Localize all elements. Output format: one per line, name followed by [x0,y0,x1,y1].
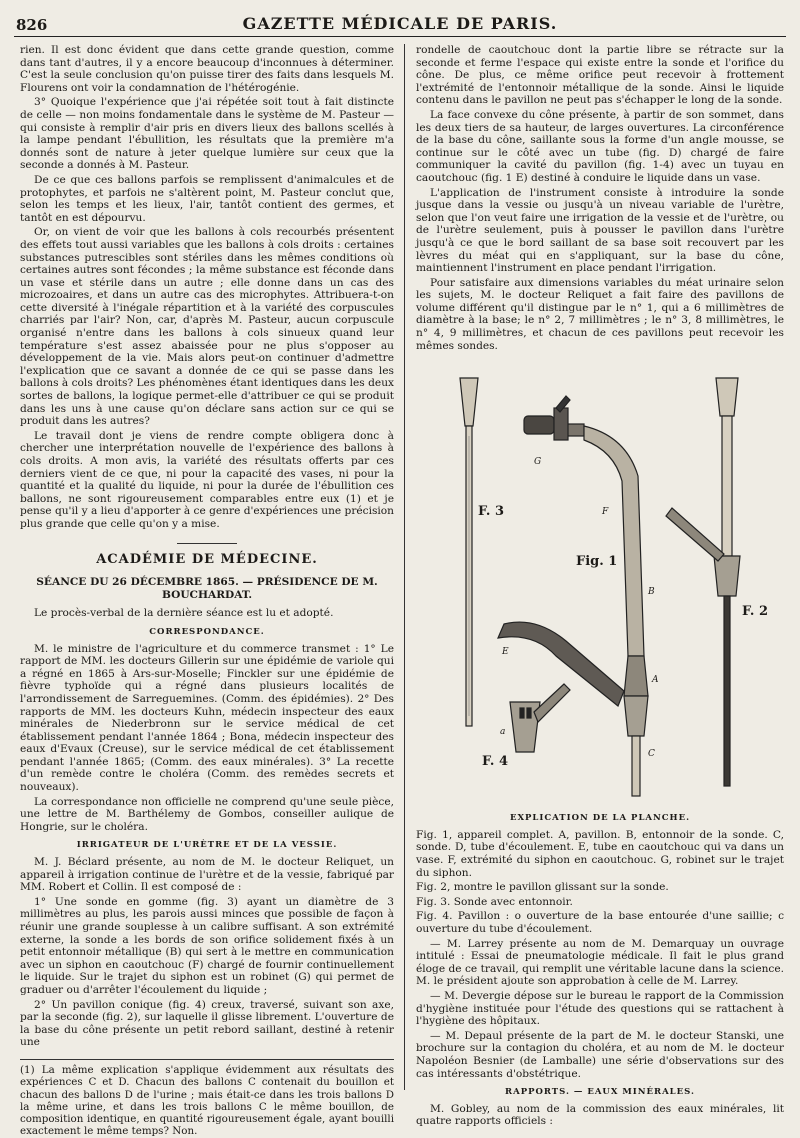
letter-a: A [652,675,659,686]
paragraph: 3° Quoique l'expérience que j'ai répétée soit tout à fait distincte de celle — non moins fondamentale dans le système de M. Pasteur — qui consiste à remplir d'air pris en divers lieux des ballons scellés à la lampe pendant l'ébullition, les résultats que la première m'a donnés sont de nature à jeter quelque lumière sur ceux que la seconde a donnés à M. Pasteur. [20,96,394,172]
paragraph: rondelle de caoutchouc dont la partie libre se rétracte sur la seconde et ferme l'espace qui existe entre la sonde et l'orifice du cône. De plus, ce même orifice peut recevoir à frottement l'extrémité de l'entonnoir métallique de la sonde. Ainsi le liquide contenu dans le pavillon ne peut pas s'échapper le long de la sonde. [416,44,784,107]
paragraph: La correspondance non officielle ne comprend qu'une seule pièce, une lettre de M. Barthélemy de Gombos, conseiller aulique de Hongrie, sur le choléra. [20,795,394,833]
letter-e: E [502,647,509,658]
figure-4-pavilion [510,684,570,752]
page-number: 826 [16,16,48,34]
figure-2-pavilion-on-catheter [666,378,740,786]
paragraph: rien. Il est donc évident que dans cette grande question, comme dans tant d'autres, il y a encore beaucoup d'inconnues à déterminer. C'est la seule conclusion qu'on puisse tirer des faits dans lesquels M. Flourens ont voir la condamnation de l'hétérogénie. [20,44,394,94]
paragraph: De ce que ces ballons parfois se remplissent d'animalcules et de protophytes, et parfois ne s'altèrent point, M. Pasteur conclut que, selon les temps et les lieux, l'air, tantôt contient des germes, et tantôt en est dépourvu. [20,173,394,224]
left-column [20,44,394,1138]
page-header [14,14,786,37]
paragraph: Or, on vient de voir que les ballons à cols recourbés présentent des effets tout aussi variables que les ballons à cols droits : certaines substances putrescibles sont stériles dans les mêmes conditions où certaines autres sont fécondes ; la même substance est féconde dans un vase et stérile dans un autre ; elle donne dans un cas des microzoaires, et dans un autre cas des microphytes. Attribuera-t-on cette diversité à l'inégale répartition et à la variété des corpuscules charriés par l'air? Non, car, d'après M. Pasteur, aucun corpuscule organisé n'entre dans les ballons à cols sinueux quand leur température s'est assez abaissée pour ne plus s'opposer au développement de la vie. Mais alors peut-on continuer d'admettre l'explication que ce savant a donnée de ce qui se passe dans les ballons à cols droits? Les phénomènes étant identiques dans les deux sortes de ballons, la logique permet-elle d'attribuer ce qui se produit dans les uns à une cause qu'on déclare sans action sur ce qui se produit dans les autres? [20,226,394,428]
column-divider [404,44,405,1090]
paragraph: Le procès-verbal de la dernière séance est lu et adopté. [34,607,334,620]
correspondence-heading: CORRESPONDANCE. [149,626,265,637]
academy-heading: ACADÉMIE DE MÉDECINE. [96,551,318,567]
running-title: GAZETTE MÉDICALE DE PARIS. [242,14,558,33]
plate-drawing [416,356,784,806]
paragraph: — M. Depaul présente de la part de M. le docteur Stanski, une brochure sur la contagion du choléra, et au nom de M. le docteur Napoléon Besnier (de Lamballe) une série d'observations sur des cas intéressants d'obstétrique. [416,1029,784,1080]
figure-4-label: F. 4 [482,754,509,770]
paragraph: — M. Larrey présente au nom de M. Demarquay un ouvrage intitulé : Essai de pneumatologie médicale. Il fait le plus grand éloge de ce travail, qui remplit une véritable lacune dans la science. M. le président ajoute son approbation à celle de M. Larrey. [416,937,784,988]
irrigator-heading: IRRIGATEUR DE L'URÈTRE ET DE LA VESSIE. [76,840,338,851]
caption-item: Fig. 3. Sonde avec entonnoir. [416,895,573,908]
paragraph: M. Gobley, au nom de la commission des eaux minérales, lit quatre rapports officiels : [416,1102,784,1128]
footnote: (1) La même explication s'applique évidemment aux résultats des expériences C et D. Chacun des ballons C contenait du bouillon et chacun des ballons D de l'urine ; mais était-ce dans les trois ballons D la même urine, et dans les trois ballons C le même bouillon, de composition identique, en quantité rigoureusement égale, ayant bouilli exactement le même temps? Non. [20,1059,394,1138]
letter-g: G [534,457,542,468]
paragraph: La face convexe du cône présente, à partir de son sommet, dans les deux tiers de sa hauteur, de larges ouvertures. La circonférence de la base du cône, saillante sous la forme d'un angle mousse, se continue sur le côté avec un tube (fig. D) chargé de faire communiquer la cavité du pavillon (fig. 1-4) avec un tuyau en caoutchouc (fig. 1 E) destiné à conduire le liquide dans un vase. [416,108,784,184]
paragraph: Pour satisfaire aux dimensions variables du méat urinaire selon les sujets, M. le docteur Reliquet a fait faire des pavillons de volume différent qu'il distingue par le n° 1, qui a 6 millimètres de diamètre à la base; le n° 2, 7 millimètres ; le n° 3, 8 millimètres, le n° 4, 9 millimètres, et chacun de ces pavillons peut recevoir les mêmes sondes. [416,276,784,352]
caption-item: Fig. 2, montre le pavillon glissant sur la sonde. [416,881,669,894]
paragraph: 2° Un pavillon conique (fig. 4) creux, traversé, suivant son axe, par la seconde (fig. 2), sur laquelle il glisse librement. L'ouverture de la base du cône présente un petit rebord saillant, destiné à retenir une [20,998,394,1049]
reports-heading: RAPPORTS. — EAUX MINÉRALES. [505,1087,695,1098]
plate-caption-heading: EXPLICATION DE LA PLANCHE. [509,813,691,824]
paragraph: — M. Devergie dépose sur le bureau le rapport de la Commission d'hygiène instituée pour l'étude des questions qui se rattachent à l'hygiène des hôpitaux. [416,989,784,1028]
paragraph: Le travail dont je viens de rendre compte obligera donc à chercher une interprétation nouvelle de l'expérience des ballons à cols droits. A mon avis, la variété des résultats offerts par ces derniers vient de ce que, ni pour la capacité des vases, ni pour la quantité et la qualité du liquide, ni pour la durée de l'ébullition ces ballons, ne sont rigoureusement comparables entre eux (1) et je pense qu'il y a lieu d'apporter à ce genre d'expériences une précision plus grande que celle qu'on y a mise. [20,429,394,530]
letter-f: F [602,507,609,518]
figure-2-label: F. 2 [742,604,769,620]
figure-3-catheter [460,378,478,726]
paragraph: L'application de l'instrument consiste à introduire la sonde jusque dans la vessie ou jusqu'à un niveau variable de l'urètre, selon que l'on veut faire une irrigation de la vessie et de l'urètre, ou de l'urètre seulement, puis à pousser le pavillon dans l'urètre jusqu'à ce que le bord saillant de sa base soit recouvert par les lèvres du méat qui en s'appliquant, sur la base du cône, maintiennent l'instrument en place pendant l'irrigation. [416,186,784,275]
paragraph: M. le ministre de l'agriculture et du commerce transmet : 1° Le rapport de MM. les docteurs Gillerin sur une épidémie de variole qui a régné en 1865 à Ars-sur-Moselle; Finckler sur une épidémie de fièvre typhoïde qui a régné dans plusieurs localités de l'arrondissement de Sarreguemines. (Comm. des épidémies). 2° Des rapports de MM. les docteurs Kuhn, médecin inspecteur des eaux minérales de Niederbronn sur le service médical de cet établissement pendant l'année 1864 ; Bona, médecin inspecteur des eaux d'Evaux (Creuse), sur le service médical de cet établissement pendant l'année 1865; (Comm. des eaux minérales). 3° La recette d'un remède contre le choléra (Comm. des remèdes secrets et nouveaux). [20,642,394,794]
session-heading: SÉANCE DU 26 DÉCEMBRE 1865. — PRÉSIDENCE DE M. BOUCHARDAT. [36,576,378,601]
figure-1-label: Fig. 1 [576,554,618,570]
letter-a-small: a [500,727,506,738]
caption-item: Fig. 4. Pavillon : o ouverture de la base entourée d'une saillie; c ouverture du tube d'écoulement. [416,910,784,935]
caption-item: Fig. 1, appareil complet. A, pavillon. B, entonnoir de la sonde. C, sonde. D, tube d'écoulement. E, tube en caoutchouc qui va dans un vase. F, extrémité du siphon en caoutchouc. G, robinet sur le trajet du siphon. [416,828,784,879]
letter-b: B [648,587,655,598]
letter-c: C [648,749,655,760]
paragraph: 1° Une sonde en gomme (fig. 3) ayant un diamètre de 3 millimètres au plus, les parois aussi minces que possible de façon à réunir une grande souplesse à un calibre suffisant. A son extrémité externe, la sonde a les bords de son orifice solidement fixés à un petit entonnoir métallique (B) qui sert à le mettre en communication avec un siphon en caoutchouc (F) chargé de fournir continuellement le liquide. Sur le trajet du siphon est un robinet (G) qui permet de graduer ou d'arrêter l'écoulement du liquide ; [20,895,394,996]
instrument-plate [416,356,784,806]
paragraph: M. J. Béclard présente, au nom de M. le docteur Reliquet, un appareil à irrigation continue de l'urètre et de la vessie, fabriqué par MM. Robert et Collin. Il est composé de : [20,856,394,894]
right-column [416,44,784,1128]
figure-3-label: F. 3 [478,504,505,520]
section-separator [177,543,237,544]
